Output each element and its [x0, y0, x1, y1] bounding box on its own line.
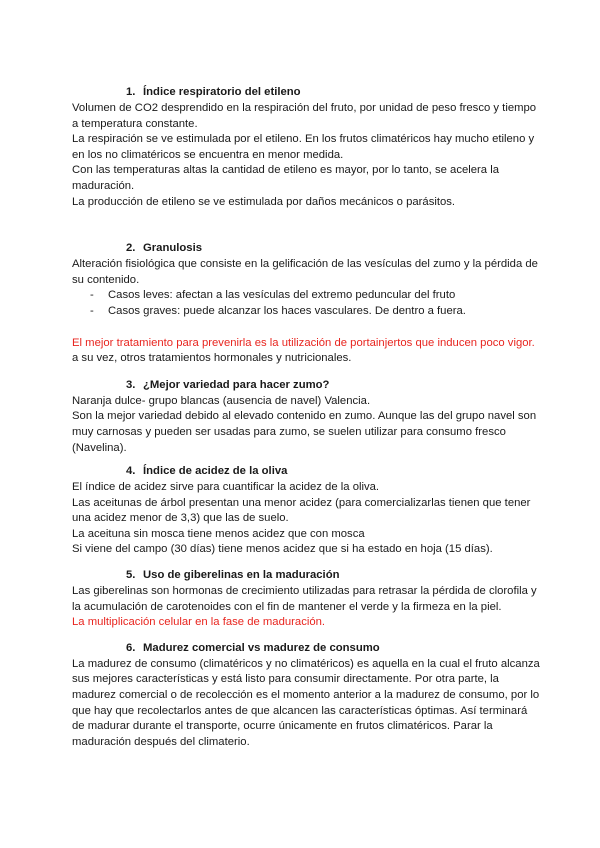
document-page [72, 83, 542, 750]
section-heading [72, 566, 542, 584]
section-number: 6. [126, 641, 136, 654]
highlighted-paragraph: El mejor tratamiento para prevenirla es la utilización de portainjertos que inducen poco vigor. [72, 336, 535, 349]
section-title: Uso de giberelinas en la maduración [143, 569, 340, 582]
paragraph: Las aceitunas de árbol presentan una menor acidez (para comercializarlas tienen que tener una acidez menor de 3,3) que las de suelo. [72, 496, 531, 525]
section-heading [72, 239, 542, 257]
paragraph: El índice de acidez sirve para cuantificar la acidez de la oliva. [72, 481, 380, 494]
paragraph: La respiración se ve estimulada por el etileno. En los frutos climatéricos hay mucho etileno y en los no climatéricos se encuentra en menor medida. [72, 133, 535, 161]
section-mejor-variedad [72, 376, 542, 456]
paragraph: Si viene del campo (30 días) tiene menos acidez que si ha estado en hoja (15 días). [72, 543, 493, 556]
section-title: Índice de acidez de la oliva [143, 465, 288, 478]
section-number: 4. [126, 465, 136, 478]
paragraph: La producción de etileno se ve estimulada por daños mecánicos o parásitos. [72, 195, 456, 208]
section-title: ¿Mejor variedad para hacer zumo? [143, 378, 330, 391]
paragraph: Naranja dulce- grupo blancas (ausencia de navel) Valencia. [72, 394, 371, 407]
section-number: 2. [126, 242, 136, 255]
section-heading [72, 462, 542, 480]
paragraph: Volumen de CO2 desprendido en la respiración del fruto, por unidad de peso fresco y tiempo a temperatura constante. [72, 102, 537, 130]
section-indice-acidez [72, 462, 542, 558]
paragraph: Alteración fisiológica que consiste en la gelificación de las vesículas del zumo y la pérdida de su contenido. [72, 258, 538, 286]
section-number: 5. [126, 569, 136, 582]
paragraph: Son la mejor variedad debido al elevado contenido en zumo. Aunque las del grupo navel son muy carnosas y pueden ser usadas para zumo, se suelen utilizar para consumo fresco (Navelina). [72, 410, 537, 454]
section-title: Índice respiratorio del etileno [143, 86, 301, 98]
paragraph: a su vez, otros tratamientos hormonales y nutricionales. [72, 352, 352, 365]
paragraph: La aceituna sin mosca tiene menos acidez que con mosca [72, 527, 365, 540]
section-madurez [72, 639, 542, 751]
section-indice-respiratorio [72, 83, 542, 210]
section-number: 3. [126, 378, 136, 391]
section-granulosis [72, 239, 542, 367]
paragraph: La madurez de consumo (climatéricos y no climatéricos) es aquella en la cual el fruto alcanza sus mejores características y está listo para consumir directamente. Por otra parte, la madurez comercial o de recolección es el momento anterior a la madurez de consumo, por lo que hay que recolectarlos antes de que alcancen las características óptimas. Así terminará de madurar durante el transporte, ocurre únicamente en frutos climatéricos. Parar la maduración después del climaterio. [72, 657, 540, 748]
list-item: - Casos graves: puede alcanzar los haces vasculares. De dentro a fuera. [72, 304, 542, 320]
section-heading [72, 639, 542, 657]
highlighted-paragraph: La multiplicación celular en la fase de maduración. [72, 616, 326, 629]
bullet-list [72, 288, 542, 319]
section-heading [72, 376, 542, 394]
list-item: - Casos leves: afectan a las vesículas del extremo peduncular del fruto [72, 288, 542, 304]
section-title: Granulosis [143, 242, 203, 255]
section-giberelinas [72, 566, 542, 631]
paragraph: Con las temperaturas altas la cantidad de etileno es mayor, por lo tanto, se acelera la maduración. [72, 164, 500, 192]
section-number: 1. [126, 86, 136, 98]
section-heading [72, 83, 542, 101]
paragraph: Las giberelinas son hormonas de crecimiento utilizadas para retrasar la pérdida de clorofila y la acumulación de carotenoides con el fin de mantener el verde y la firmeza en la piel. [72, 585, 537, 613]
section-title: Madurez comercial vs madurez de consumo [143, 641, 380, 654]
